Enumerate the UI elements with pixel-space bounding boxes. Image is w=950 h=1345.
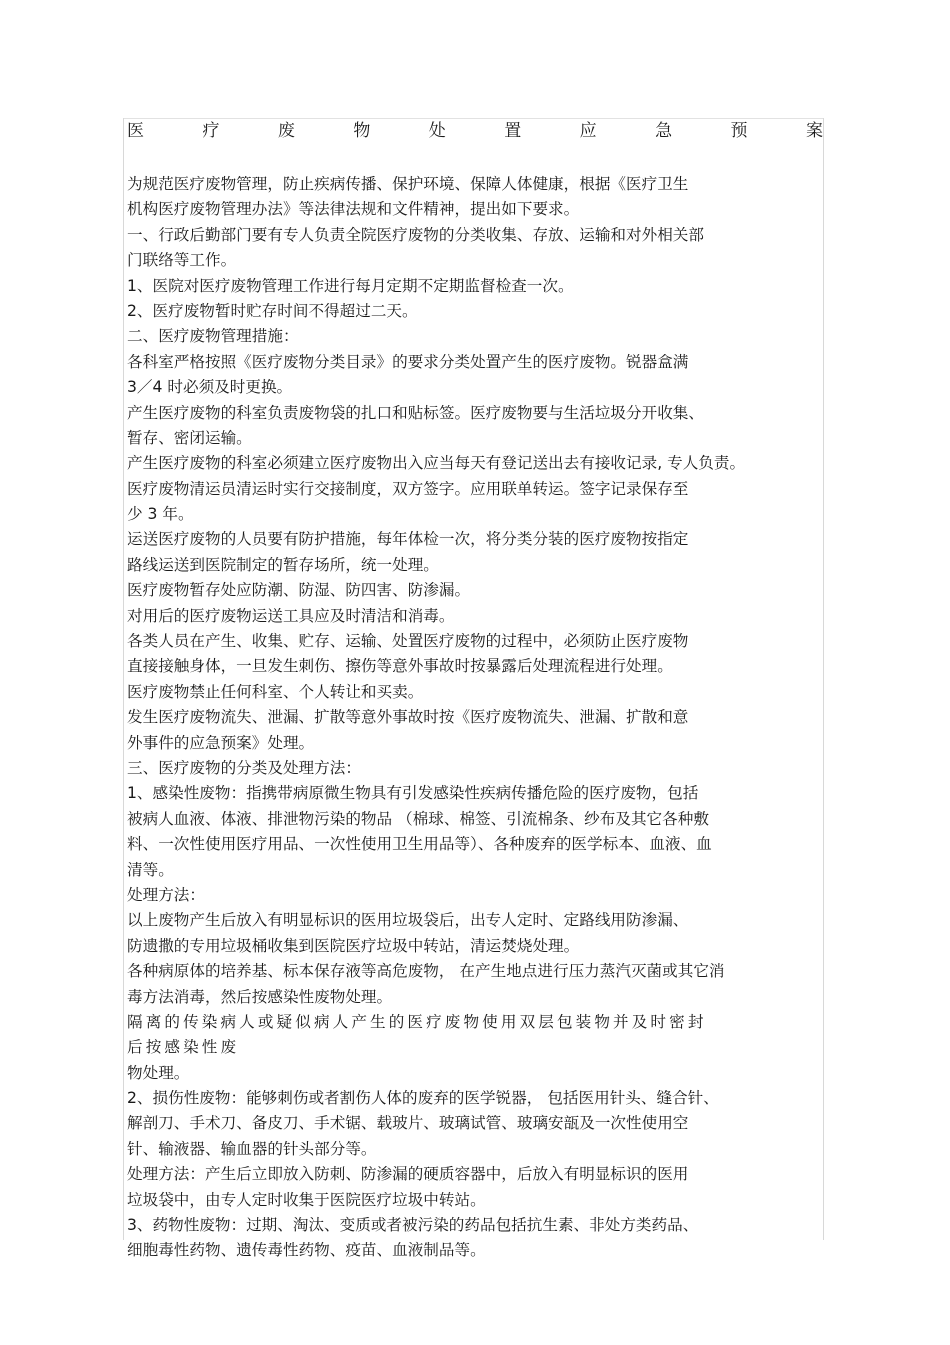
paragraph-line: 暂存、密闭运输。 [127,428,252,447]
paragraph-line: 处理方法：产生后立即放入防刺、防渗漏的硬质容器中，后放入有明显标识的医用 [127,1165,689,1184]
paragraph-line: 各科室严格按照《医疗废物分类目录》的要求分类处置产生的医疗废物。锐器盒满 [127,352,689,371]
paragraph-line: 处理方法： [127,885,205,904]
paragraph-line: 3／4 时必须及时更换。 [127,378,293,397]
paragraph-line: 后按感染性废 [127,1038,240,1057]
section-heading: 一、行政后勤部门要有专人负责全院医疗废物的分类收集、存放、运输和对外相关部 [127,225,704,244]
paragraph-line: 门联络等工作。 [127,251,237,270]
document-title: 医 疗 废 物 处 置 应 急 预 案 [127,121,823,141]
paragraph-line: 对用后的医疗废物运送工具应及时清洁和消毒。 [127,606,455,625]
paragraph-line: 直接接触身体，一旦发生刺伤、擦伤等意外事故时按暴露后处理流程进行处理。 [127,657,673,676]
list-item: 1、感染性废物：指携带病原微生物具有引发感染性疾病传播危险的医疗废物，包括 [127,784,699,803]
paragraph-line: 隔离的传染病人或疑似病人产生的医疗废物使用双层包装物并及时密封 [127,1012,707,1031]
list-item: 2、医疗废物暂时贮存时间不得超过二天。 [127,301,418,320]
list-item: 2、损伤性废物：能够刺伤或者割伤人体的废弃的医学锐器， 包括医用针头、缝合针、 [127,1089,719,1108]
paragraph-line: 路线运送到医院制定的暂存场所，统一处理。 [127,555,439,574]
paragraph-line: 针、输液器、输血器的针头部分等。 [127,1139,377,1158]
paragraph-line: 以上废物产生后放入有明显标识的医用垃圾袋后，出专人定时、定路线用防渗漏、 [127,911,689,930]
paragraph-line: 机构医疗废物管理办法》等法律法规和文件精神，提出如下要求。 [127,200,580,219]
paragraph-line: 为规范医疗废物管理，防止疾病传播、保护环境、保障人体健康，根据《医疗卫生 [127,175,689,193]
paragraph-line: 医疗废物暂存处应防潮、防湿、防四害、防渗漏。 [127,581,471,600]
paragraph-line: 清等。 [127,860,174,879]
paragraph-line: 医疗废物禁止任何科室、个人转让和买卖。 [127,682,424,701]
paragraph-line: 被病人血液、体液、排泄物污染的物品 （棉球、棉签、引流棉条、纱布及其它各种敷 [127,809,709,828]
section-heading: 二、医疗废物管理措施： [127,327,299,346]
list-item: 1、医院对医疗废物管理工作进行每月定期不定期监督检查一次。 [127,276,574,295]
paragraph-line: 料、一次性使用医疗用品、一次性使用卫生用品等）、各种废弃的医学标本、血液、血 [127,835,712,854]
paragraph-line: 各类人员在产生、收集、贮存、运输、处置医疗废物的过程中，必须防止医疗废物 [127,632,689,651]
paragraph-line: 防遗撒的专用垃圾桶收集到医院医疗垃圾中转站，清运焚烧处理。 [127,936,580,955]
document-body [127,172,827,1264]
list-item: 3、药物性废物：过期、淘汰、变质或者被污染的药品包括抗生素、非处方类药品、 [127,1216,699,1235]
paragraph-line: 医疗废物清运员清运时实行交接制度，双方签字。应用联单转运。签字记录保存至 [127,479,689,498]
section-heading: 三、医疗废物的分类及处理方法： [127,758,361,777]
paragraph-line: 毒方法消毒，然后按感染性废物处理。 [127,987,393,1006]
paragraph-line: 产生医疗废物的科室必须建立医疗废物出入应当每天有登记送出去有接收记录, 专人负责。 [127,454,746,473]
paragraph-line: 垃圾袋中，由专人定时收集于医院医疗垃圾中转站。 [127,1190,486,1209]
paragraph-line: 物处理。 [127,1063,190,1082]
paragraph-line: 解剖刀、手术刀、备皮刀、手术锯、载玻片、玻璃试管、玻璃安瓿及一次性使用空 [127,1114,689,1133]
paragraph-line: 各种病原体的培养基、标本保存液等高危废物， 在产生地点进行压力蒸汽灭菌或其它消 [127,962,725,981]
page-frame-left [123,118,124,1240]
paragraph-line: 发生医疗废物流失、泄漏、扩散等意外事故时按《医疗废物流失、泄漏、扩散和意 [127,708,689,727]
paragraph-line: 外事件的应急预案》处理。 [127,733,315,752]
paragraph-line: 细胞毒性药物、遗传毒性药物、疫苗、血液制品等。 [127,1241,486,1260]
paragraph-line: 少 3 年。 [127,505,194,524]
paragraph-line: 产生医疗废物的科室负责废物袋的扎口和贴标签。医疗废物要与生活垃圾分开收集、 [127,403,704,422]
paragraph-line: 运送医疗废物的人员要有防护措施，每年体检一次，将分类分装的医疗废物按指定 [127,530,689,549]
